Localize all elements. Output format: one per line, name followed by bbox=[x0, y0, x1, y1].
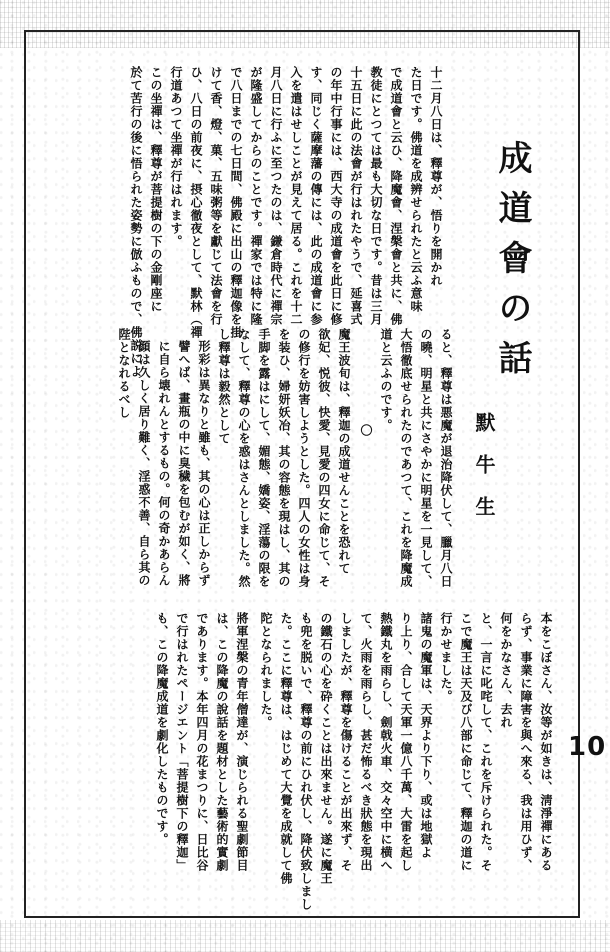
text-column: 行かせました。 bbox=[439, 612, 453, 703]
text-column: けて香、燈、菓、五味粥等を獻じて法會を行 bbox=[209, 66, 223, 326]
text-column: は、この降魔の說話を題材とした藝術的實劇 bbox=[215, 612, 229, 872]
text-column: 大悟徹底せられたのであつて、これを降魔成 bbox=[399, 328, 413, 588]
text-column: こで魔王は天及び八部に命じて、釋迦の道に bbox=[459, 612, 473, 872]
text-column: も兜を脱いで、釋尊の前にひれ伏し、降伏致しまし bbox=[299, 612, 313, 911]
text-column: の年中行事には、西大寺の成道會を此日に修 bbox=[329, 66, 343, 326]
text-column: 陀となられました。 bbox=[259, 612, 273, 729]
text-column: 月八日に行ふに至つたのは、鎌倉時代に禪宗 bbox=[269, 66, 283, 326]
text-column: で八日までの七日間、佛殿に出山の釋迦像を掛 bbox=[229, 66, 243, 339]
text-column: と、一言に叱咤して、これを斥けられた。そ bbox=[479, 612, 493, 872]
text-column: 教徒にとつては最も大切な日です。昔は三月 bbox=[369, 66, 383, 326]
text-column: に自ら壊れんとするもの。何の奇かあらん bbox=[157, 340, 171, 587]
text-column: た日です。佛道を成辨せられたと云ふ意味 bbox=[409, 66, 423, 313]
scan-noise-bottom bbox=[0, 920, 610, 952]
text-column: この坐禪は、釋尊が菩提樹の下の金剛座に bbox=[149, 66, 163, 313]
text-column: 熱鐵丸を雨らし、劍戟火車、交々空中に横へ bbox=[379, 612, 393, 872]
text-column: 顔は久しく居り難く、淫惑不善、自ら其の bbox=[137, 340, 151, 587]
text-column: す、同じく薩摩藩の傳には、此の成道會に参 bbox=[309, 66, 323, 326]
text-column: の鐵石の心を砕くことは出來ません。遂に魔王 bbox=[319, 612, 333, 885]
text-column: 譬へば、畫瓶の中に臭穢を包むが如く、將 bbox=[177, 340, 191, 587]
text-column: 何をかなさん、去れ bbox=[499, 612, 513, 729]
text-column: ると、釋尊は悪魔が退治降伏して、臘月八日 bbox=[439, 328, 453, 588]
article-title: 成道會の話 bbox=[492, 140, 532, 390]
text-column: 行道あつて坐禪が行はれます。 bbox=[169, 66, 183, 248]
text-column: の修行を妨害しようとした。四人の女性は身 bbox=[297, 328, 311, 588]
text-column: 欲妃、悦彼、快愛、見愛の四女に命じて、そ bbox=[317, 328, 331, 588]
text-column: 道と云ふのです。 bbox=[379, 328, 393, 432]
text-column: で行はれたページエント「菩提樹下の釋迦」 bbox=[175, 612, 189, 872]
text-column: り上り、合して天軍一億八千萬、大雷を起し bbox=[399, 612, 413, 872]
text-column: 本をこぼさん、汝等が如きは、淸淨禪にある bbox=[539, 612, 553, 872]
section-marker: 〇 bbox=[359, 424, 373, 437]
text-column: ひ、八日の前夜に、摂心徹夜として、默林（禪 bbox=[189, 66, 203, 339]
text-column: 手脚を露はにして、媚態、嬌姿、淫蕩の限を bbox=[257, 328, 271, 588]
text-column: が隆盛してからのことです。禪家では特に隆 bbox=[249, 66, 263, 326]
text-column: 形彩は異なりと雖も、其の心は正しからず bbox=[197, 340, 211, 587]
text-column: 十五日に此の法會が行はれたやうで、延喜式 bbox=[349, 66, 363, 326]
text-column: 諸鬼の魔軍は、天界より下り、或は地獄よ bbox=[419, 612, 433, 859]
text-column: た。ここに釋尊は、はじめて大覺を成就して佛 bbox=[279, 612, 293, 885]
text-column: なして、釋尊の心を惑はさんとしました。然 bbox=[237, 328, 251, 588]
text-column: 陛となれるべし bbox=[117, 328, 131, 419]
page-number: 10 bbox=[568, 732, 607, 762]
text-column: 魔王波旬は、釋迦の成道せんことを恐れて bbox=[337, 328, 351, 575]
text-column: で成道會と云ひ、降魔會、涅槃會と共に、佛 bbox=[389, 66, 403, 326]
text-column: らず、事業に障害を與へ來る、我は用ひず、 bbox=[519, 612, 533, 872]
text-column: 入を遣はせしことが見えて居る。これを十二 bbox=[289, 66, 303, 326]
text-column: を装ひ、婦妍妖冶、其の容態を現はし、其の bbox=[277, 328, 291, 588]
text-column: の曉、明星と共にさやかに明星を一見して、 bbox=[419, 328, 433, 588]
article-author: 默牛生 bbox=[472, 412, 496, 538]
text-column: 於て苦行の後に悟られた姿勢に倣ふもので、佛説によ bbox=[129, 66, 143, 378]
text-column: であります。本年四月の花まつりに、日比谷 bbox=[195, 612, 209, 872]
text-column: て、火雨を雨らし、甚だ怖るべき狀態を現出 bbox=[359, 612, 373, 872]
text-column: も、この降魔成道を劇化したものです。 bbox=[155, 612, 169, 846]
text-column: しましたが、釋尊を傷けることが出來ず、そ bbox=[339, 612, 353, 872]
text-column: し釋尊は毅然として bbox=[217, 328, 231, 445]
text-column: 將軍涅槃の青年僧達が、演じられる聖劇節目 bbox=[235, 612, 249, 872]
text-column: 十二月八日は、釋尊が、悟りを開かれ bbox=[429, 66, 443, 287]
